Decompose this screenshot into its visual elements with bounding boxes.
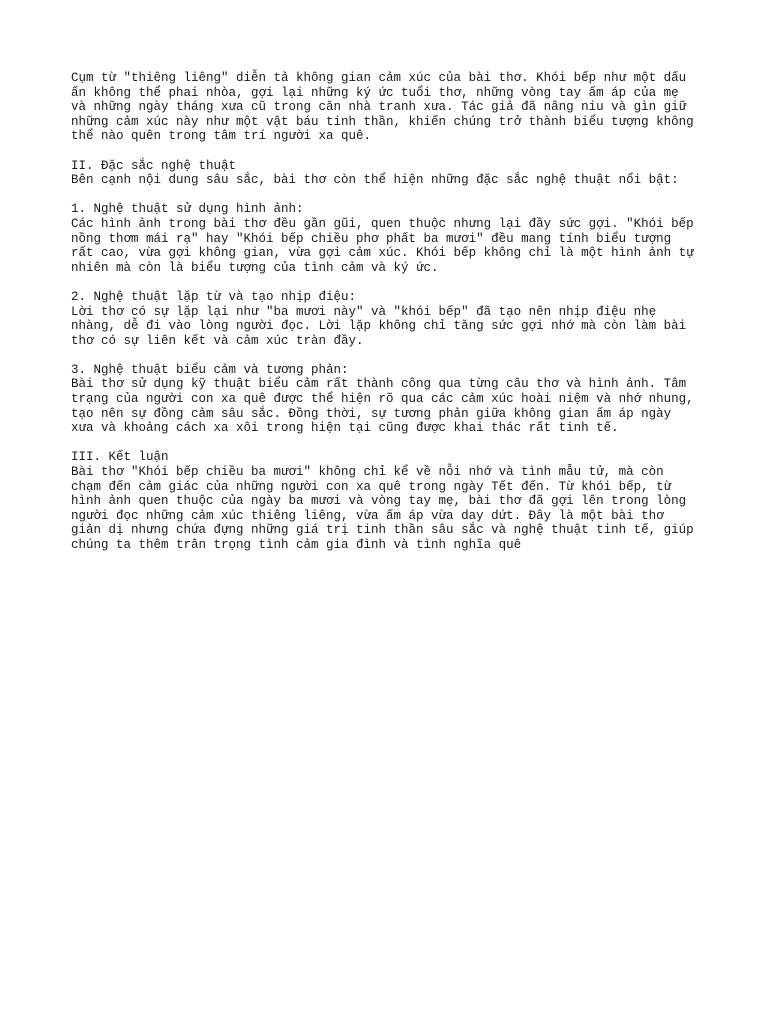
intro-paragraph [71, 71, 711, 144]
subsection-heading: 2. Nghệ thuật lặp từ và tạo nhịp điệu: [71, 289, 357, 304]
text-line: trạng của người con xa quê được thể hiện rõ qua các cảm xúc hoài niệm và nhớ nhung, [71, 392, 694, 407]
text-line: những cảm xúc này như một vật báu tinh thần, khiến chúng trở thành biểu tượng không [71, 114, 694, 129]
text-line: chúng ta thêm trân trọng tình cảm gia đình và tình nghĩa quê [71, 538, 522, 552]
text-line: xưa và khoảng cách xa xôi trong hiện tại cũng được khai thác rất tinh tế. [71, 421, 619, 436]
text-line: Lời thơ có sự lặp lại như "ba mươi này" và "khói bếp" đã tạo nên nhịp điệu nhẹ [71, 304, 657, 319]
section-heading: II. Đặc sắc nghệ thuật [71, 158, 237, 173]
text-line: nhàng, dễ đi vào lòng người đọc. Lời lặp không chỉ tăng sức gợi nhớ mà còn làm bài [71, 319, 687, 334]
text-line: Cụm từ "thiêng liêng" diễn tả không gian cảm xúc của bài thơ. Khói bếp như một dấu [71, 71, 687, 85]
text-line: nồng thơm mái rạ" hay "Khói bếp chiều phơ phất ba mươi" đều mang tính biểu tượng [71, 231, 672, 246]
text-line: rất cao, vừa gợi không gian, vừa gợi cảm xúc. Khói bếp không chỉ là một hình ảnh tự [71, 246, 694, 261]
text-line: Bên cạnh nội dung sâu sắc, bài thơ còn thể hiện những đặc sắc nghệ thuật nổi bật: [71, 173, 679, 188]
text-line: nhiên mà còn là biểu tượng của tình cảm và ký ức. [71, 260, 439, 275]
subsection-heading: 3. Nghệ thuật biểu cảm và tương phản: [71, 362, 349, 377]
text-line: Các hình ảnh trong bài thơ đều gần gũi, quen thuộc nhưng lại đầy sức gợi. "Khói bếp [71, 216, 694, 231]
text-line: thơ có sự liên kết và cảm xúc tràn đầy. [71, 333, 364, 348]
conclusion-section [71, 450, 711, 552]
art-point-imagery [71, 202, 711, 275]
text-line: chạm đến cảm giác của những người con xa quê trong ngày Tết đến. Từ khói bếp, từ [71, 479, 672, 494]
text-line: hình ảnh quen thuộc của ngày ba mươi và vòng tay mẹ, bài thơ đã gợi lên trong lòng [71, 494, 687, 509]
section-art-intro [71, 159, 711, 188]
text-line: và những ngày tháng xưa cũ trong căn nhà tranh xưa. Tác giả đã nâng niu và gìn giữ [71, 100, 687, 115]
text-line: ấn không thể phai nhòa, gợi lại những ký ức tuổi thơ, những vòng tay ấm áp của mẹ [71, 85, 679, 100]
subsection-heading: 1. Nghệ thuật sử dụng hình ảnh: [71, 202, 304, 217]
art-point-repetition [71, 290, 711, 348]
text-line: Bài thơ sử dụng kỹ thuật biểu cảm rất thành công qua từng câu thơ và hình ảnh. Tâm [71, 377, 687, 392]
art-point-expression [71, 363, 711, 436]
section-heading: III. Kết luận [71, 450, 169, 465]
text-line: thể nào quên trong tâm trí người xa quê. [71, 129, 372, 144]
text-line: Bài thơ "Khói bếp chiều ba mươi" không chỉ kể về nỗi nhớ và tình mẫu tử, mà còn [71, 465, 664, 480]
text-line: tạo nên sự đồng cảm sâu sắc. Đồng thời, sự tương phản giữa không gian ấm áp ngày [71, 406, 672, 421]
text-line: người đọc những cảm xúc thiêng liêng, vừa ấm áp vừa day dứt. Đây là một bài thơ [71, 508, 664, 523]
document-page [71, 71, 711, 567]
text-line: giản dị nhưng chứa đựng những giá trị tinh thần sâu sắc và nghệ thuật tinh tế, giúp [71, 523, 694, 538]
